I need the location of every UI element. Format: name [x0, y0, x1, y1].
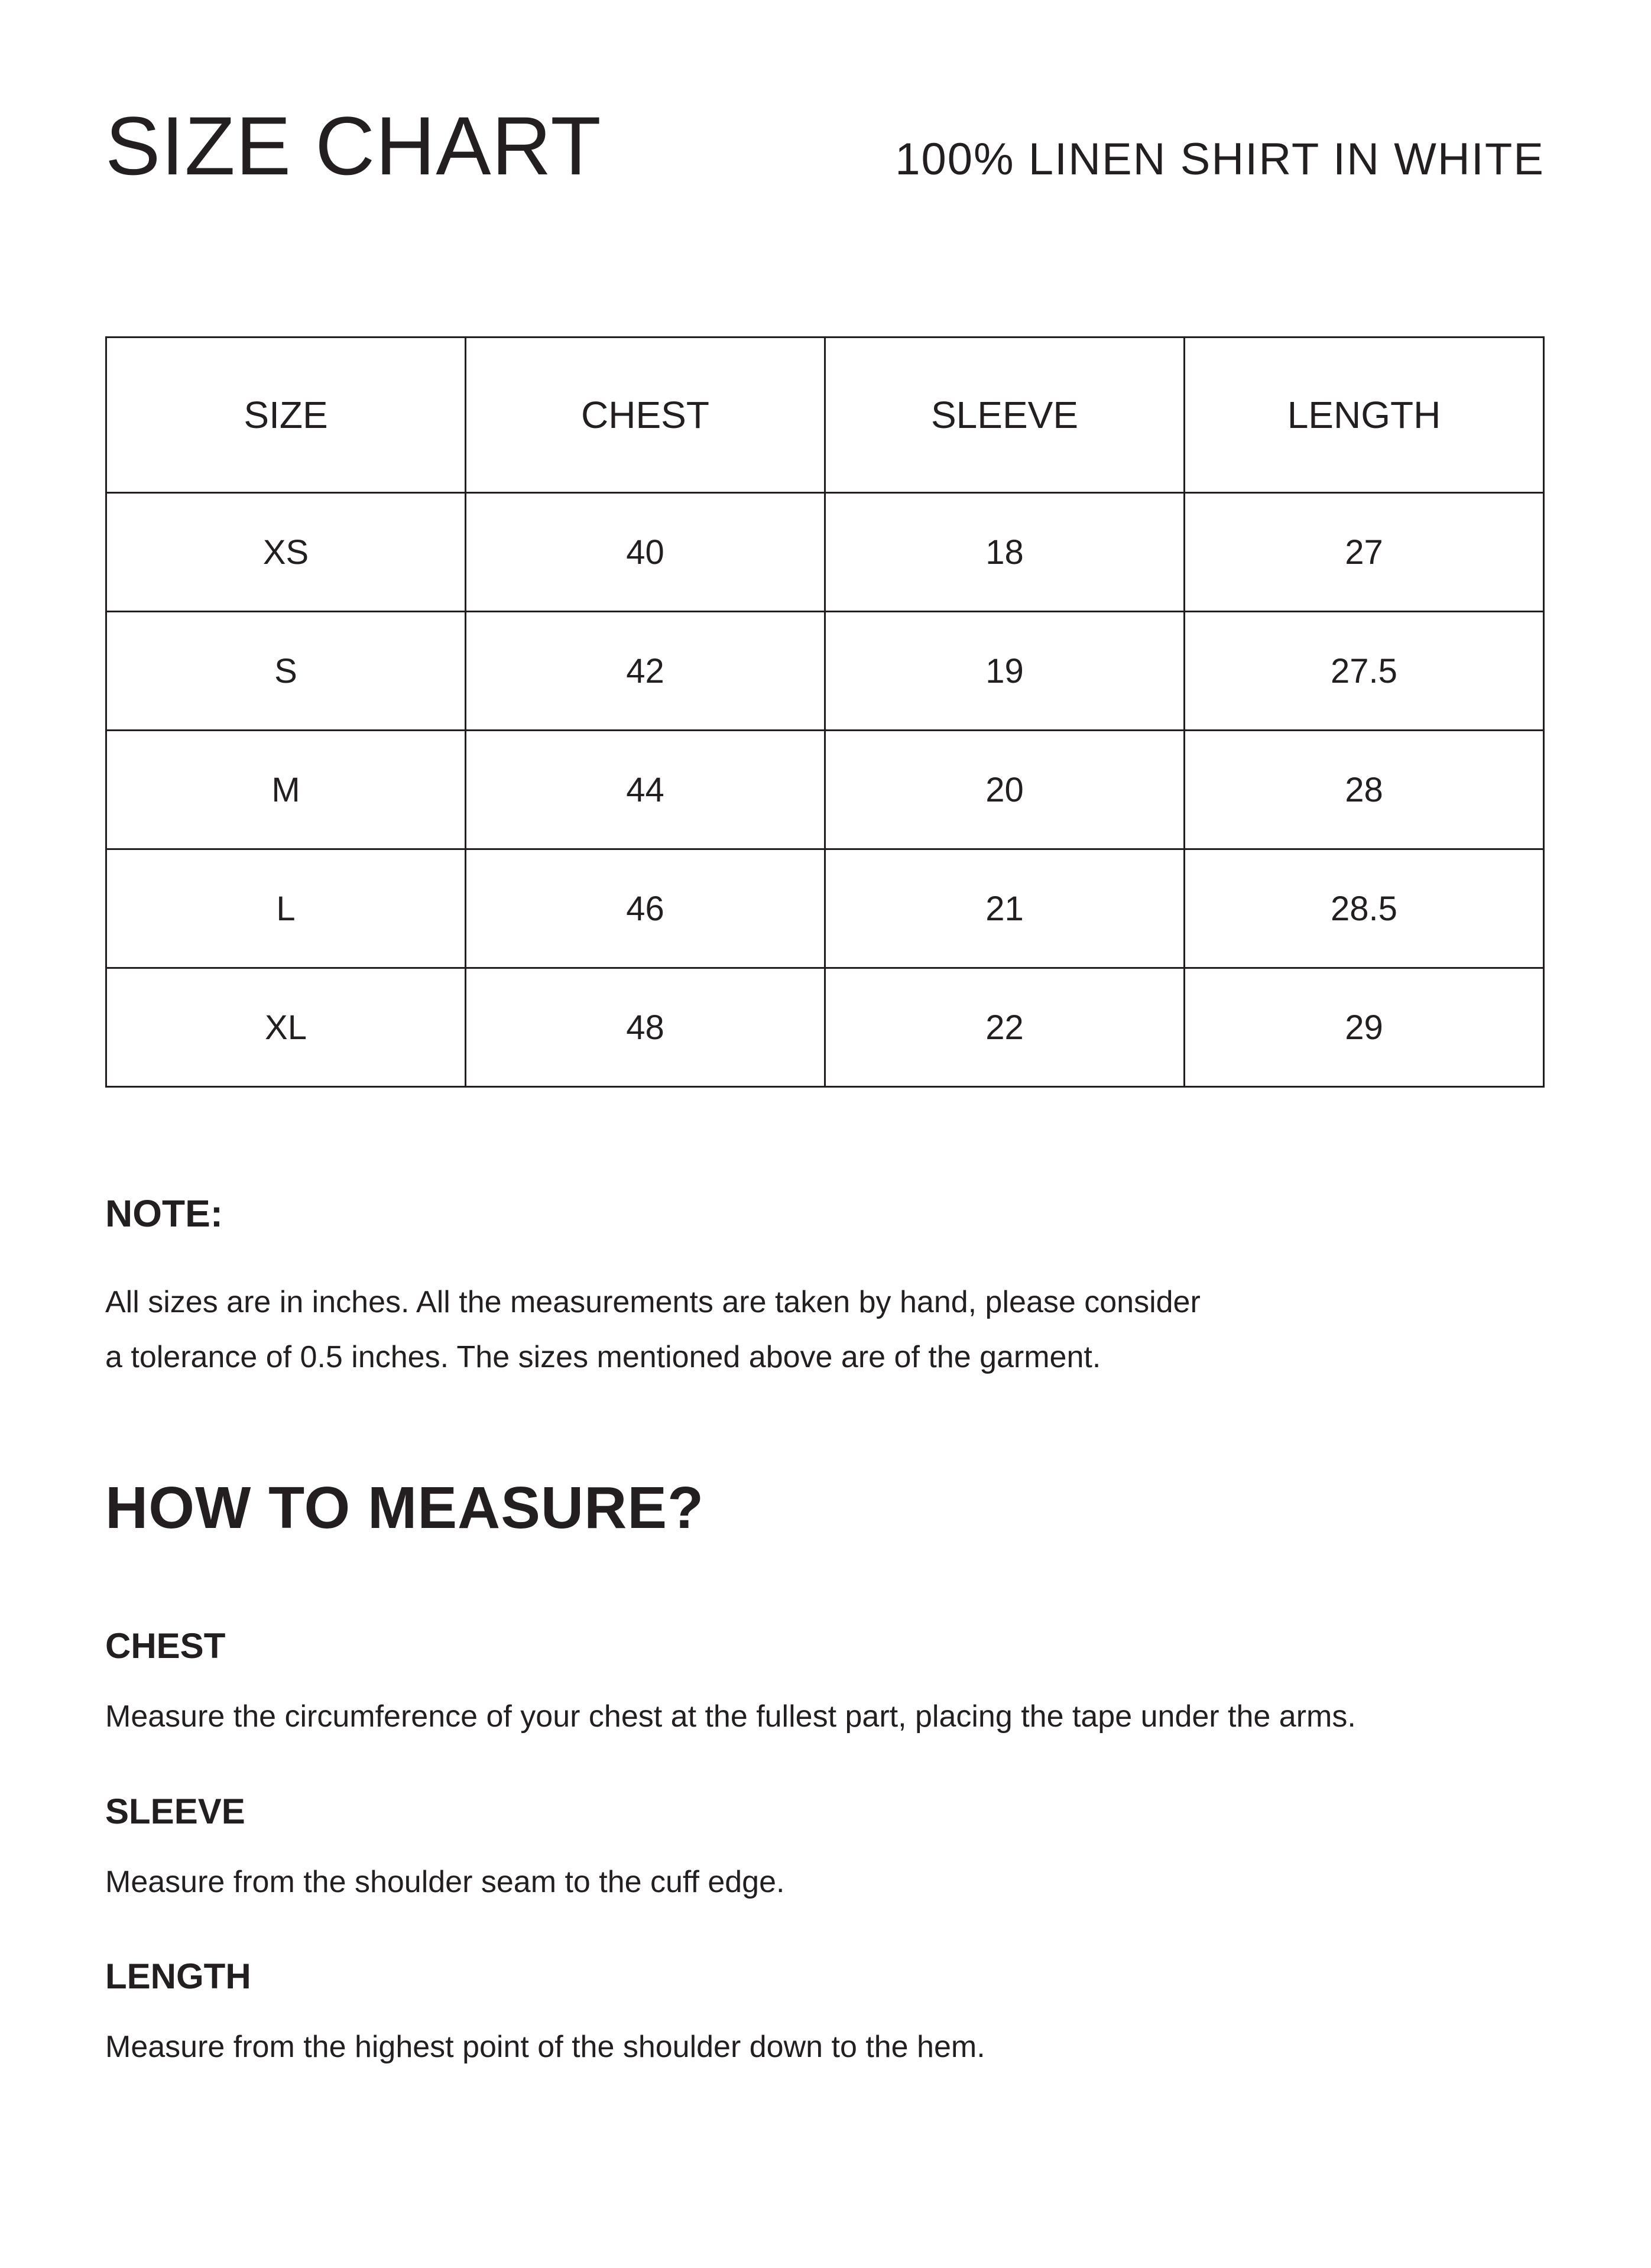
- measure-sections: [105, 1625, 1545, 2068]
- sleeve-cell: 22: [825, 968, 1185, 1087]
- column-header-length: LENGTH: [1185, 338, 1544, 493]
- sleeve-cell: 19: [825, 612, 1185, 731]
- chest-cell: 48: [466, 968, 825, 1087]
- sleeve-cell: 20: [825, 731, 1185, 849]
- length-cell: 29: [1185, 968, 1544, 1087]
- column-header-size: SIZE: [106, 338, 466, 493]
- page-content: [0, 100, 1651, 2068]
- note-heading: NOTE:: [105, 1192, 223, 1235]
- table-row: [106, 849, 1544, 968]
- note-text-line-1: All sizes are in inches. All the measurements are taken by hand, please consider: [105, 1284, 1201, 1319]
- length-cell: 28.5: [1185, 849, 1544, 968]
- length-cell: 28: [1185, 731, 1544, 849]
- table-header-row: [106, 338, 1544, 493]
- measure-section-description: Measure from the highest point of the shoulder down to the hem.: [105, 2030, 985, 2065]
- page-title: SIZE CHART: [105, 99, 602, 192]
- sleeve-cell: 21: [825, 849, 1185, 968]
- size-cell: L: [106, 849, 466, 968]
- size-cell: XL: [106, 968, 466, 1087]
- size-cell: S: [106, 612, 466, 731]
- table-row: [106, 968, 1544, 1087]
- table-row: [106, 612, 1544, 731]
- measure-section-length: [105, 1955, 1545, 2068]
- table-head: [106, 338, 1544, 493]
- measure-section-description: Measure from the shoulder seam to the cuff edge.: [105, 1864, 785, 1899]
- size-chart-page: [0, 100, 1651, 2268]
- size-cell: XS: [106, 493, 466, 612]
- note-text-line-2: a tolerance of 0.5 inches. The sizes mentioned above are of the garment.: [105, 1340, 1101, 1375]
- measure-section-label: LENGTH: [105, 1956, 251, 1997]
- column-header-chest: CHEST: [466, 338, 825, 493]
- measure-section-sleeve: [105, 1790, 1545, 1903]
- chest-cell: 40: [466, 493, 825, 612]
- measure-section-description: Measure the circumference of your chest at the fullest part, placing the tape under the arms.: [105, 1699, 1356, 1734]
- product-subtitle: 100% LINEN SHIRT IN WHITE: [895, 134, 1545, 184]
- note-body: [105, 1275, 1545, 1386]
- measure-section-chest: [105, 1625, 1545, 1737]
- chest-cell: 46: [466, 849, 825, 968]
- sleeve-cell: 18: [825, 493, 1185, 612]
- length-cell: 27: [1185, 493, 1544, 612]
- column-header-sleeve: SLEEVE: [825, 338, 1185, 493]
- table-row: [106, 493, 1544, 612]
- table-row: [106, 731, 1544, 849]
- measure-section-label: SLEEVE: [105, 1791, 245, 1831]
- table-body: [106, 493, 1544, 1087]
- measure-section-label: CHEST: [105, 1625, 226, 1666]
- chest-cell: 42: [466, 612, 825, 731]
- chest-cell: 44: [466, 731, 825, 849]
- size-cell: M: [106, 731, 466, 849]
- how-to-measure-heading: HOW TO MEASURE?: [105, 1474, 705, 1541]
- page-header: [105, 100, 1545, 192]
- size-chart-table: [105, 336, 1545, 1088]
- length-cell: 27.5: [1185, 612, 1544, 731]
